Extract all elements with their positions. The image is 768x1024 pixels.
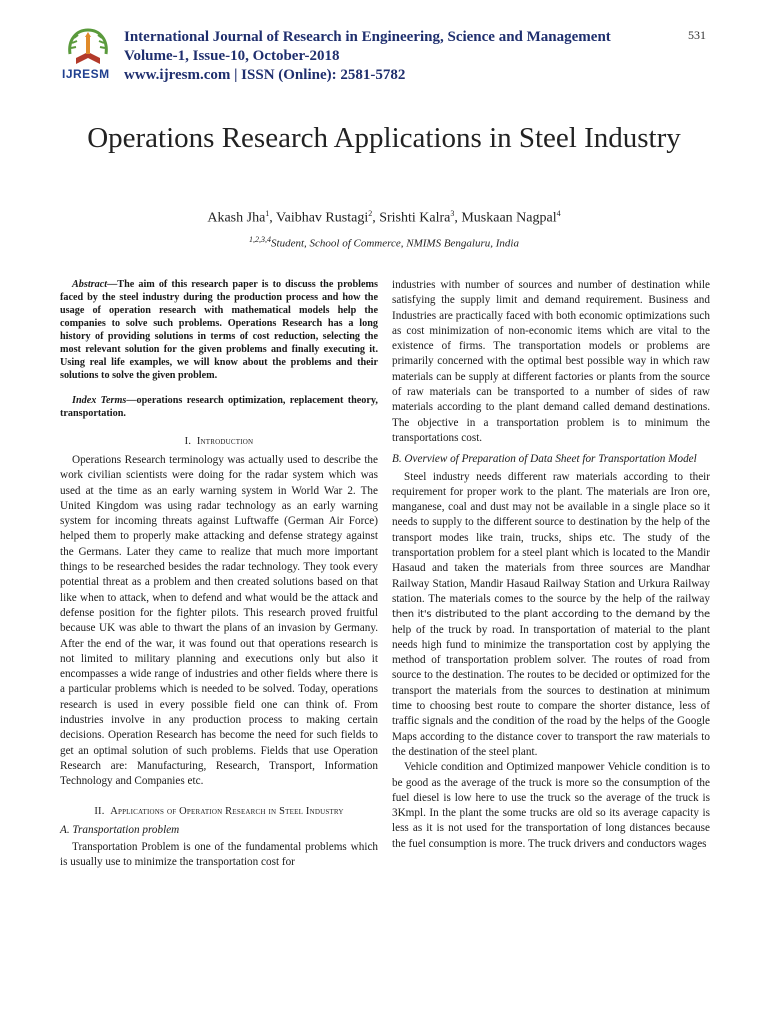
author-sup: 4 xyxy=(556,209,561,218)
section-heading-applications xyxy=(60,804,378,819)
section-number: II. xyxy=(94,805,105,817)
section-heading-introduction xyxy=(60,434,378,449)
intro-paragraph: Operations Research terminology was actually used to describe the work civilian scientists were doing for the radar system which was used at the time as an early warning system in World War 2. The United Kingdom was using radar technology as an early warning system for incoming threats against Luftwaffe (German Air Force) helped them to properly make attacking and defense strategy against the Germans. Later they came to realize that much more important things to be researched besides the radar technology. They took every potential threat as a problem and then created solutions based on that like when to attack, when to defend and what would be the attack and defense position for the fighter pilots. This research proved fruitful because UK was able to thwart the plans of an invasion by Germany. After the end of the war, it was found out that operations research is not limited to military planning and executions only but also it encompasses a wide range of industries and other fields where there is a particular problems which is needed to be solved. Today, operations research is used in every possible field one can think of. From industries involve in any production process to making certain decisions. Operation Research has become the need for such fields to get an optimal solution of such problems. Fields that use Operation Research are: Manufacturing, Research, Transport, Information Technology and Companies etc. xyxy=(60,454,378,788)
subsection-heading-a: A. Transportation problem xyxy=(60,823,180,836)
abstract-text: —The aim of this research paper is to discuss the problems faced by the steel industry during the production process and how the usage of operation research with mathematical models help the companies to solve such problems. Operations Research has a long history of providing solutions in terms of cost reduction, selecting the most relevant solution for the given problems and finally executing it. Using real life examples, we will know about the problems and their solutions to solve the given problem. xyxy=(60,279,378,381)
affiliation-text: Student, School of Commerce, NMIMS Bengaluru, India xyxy=(271,237,519,250)
journal-website-issn: www.ijresm.com | ISSN (Online): 2581-5782 xyxy=(124,67,406,83)
datasheet-text-end: help of the truck by road. In transportation of material to the plant needs high fund to minimize the transportation cost by applying the method of transportation problem solver. The routes of road from source to the destination. The routes to be decided or optimized for the transport the materials from the sources to destination at minimum time to choosing best route to compare the shorter distance, less of traffic signals and the condition of the road by the helps of the Google Maps according to the distance cover to transport the raw materials to the destination of the steel plant. xyxy=(392,623,710,758)
subsection-heading-b: B. Overview of Preparation of Data Sheet for Transportation Model xyxy=(392,453,697,466)
author-sup: 1 xyxy=(265,209,270,218)
section-number: I. xyxy=(184,436,192,447)
author-list: Akash Jha$^1$, Vaibhav Rustagi$^2$, Srishti Kalra$^3$, Muskaan Nagpal$^4$ xyxy=(207,209,561,226)
vehicle-paragraph: Vehicle condition and Optimized manpower Vehicle condition is to be good as the average of the truck is more so the consumption of the fuel diesel is low here to use the truck so the average of the truck is 3Kmpl. In the plant the some trucks are old so its average capacity is less as it is not used for the transportation of long distances because the fuel consumption is more. The truck drivers and conductors wages xyxy=(392,761,710,850)
author-name: Akash Jha xyxy=(207,210,266,226)
author-name: Vaibhav Rustagi xyxy=(276,210,369,226)
index-terms xyxy=(60,394,378,420)
journal-name: International Journal of Research in Engineering, Science and Management xyxy=(124,29,611,45)
index-terms-label: Index Terms xyxy=(72,395,127,406)
author-name: Srishti Kalra xyxy=(379,210,451,226)
transportation-paragraph-cont: industries with number of sources and number of destination while satisfying the supply limit and demand requirement. Business and Industries are practically faced with both economic optimizations such as cost minimization of non-economic items which are vital to the existence of firms. The transportation models or problems are primarily concerned with the optimal best possible way in which raw materials can be supply at different factories or plants from the source of raw materials can be transported to a number of sides of raw materials according to the plant demand called demand destinations. The objective in a transportation problem is to minimum the transportations cost. xyxy=(392,279,710,444)
affiliation-sup: 1,2,3,4 xyxy=(249,235,272,244)
abstract xyxy=(60,278,378,382)
section-title: Introduction xyxy=(196,436,254,447)
index-terms-text: —operations research optimization, replacement theory, transportation. xyxy=(60,395,378,419)
paper-title: Operations Research Applications in Steel Industry xyxy=(87,122,681,154)
journal-header xyxy=(124,28,611,85)
logo-text: IJRESM xyxy=(62,67,110,81)
transportation-paragraph-start: Transportation Problem is one of the fundamental problems which is usually use to minimize the transportation cost for xyxy=(60,840,378,869)
datasheet-text-start: Steel industry needs different raw materials according to their requirement for proper work to the plant. The materials are Iron ore, manganese, coal and dust may not be available in a single place so it needs to supply to the different source to destination by the help of the transport modes like train, trucks, ships etc. The study of the transportation problem for a steel plant which is located to the Mandir Hasaud and taken the materials from three sources are Mandhar Railway Station, Mandir Hasaud Railway Station and Urkura Railway station. The materials comes to the source by the help of the railway xyxy=(392,470,710,605)
author-name: Muskaan Nagpal xyxy=(461,210,557,226)
author-affiliation xyxy=(80,235,688,250)
journal-volume: Volume-1, Issue-10, October-2018 xyxy=(124,48,340,64)
section-title: Applications of Operation Research in Steel Industry xyxy=(110,805,344,817)
left-column xyxy=(60,278,378,870)
author-sup: 3 xyxy=(450,209,455,218)
abstract-label: Abstract xyxy=(72,279,108,290)
journal-logo xyxy=(60,24,116,80)
datasheet-text-inset: then it's distributed to the plant according to the demand by the xyxy=(392,609,710,621)
right-column xyxy=(392,278,710,852)
author-sup: 2 xyxy=(368,209,373,218)
datasheet-paragraph xyxy=(392,470,710,761)
page-number: 531 xyxy=(688,28,706,42)
